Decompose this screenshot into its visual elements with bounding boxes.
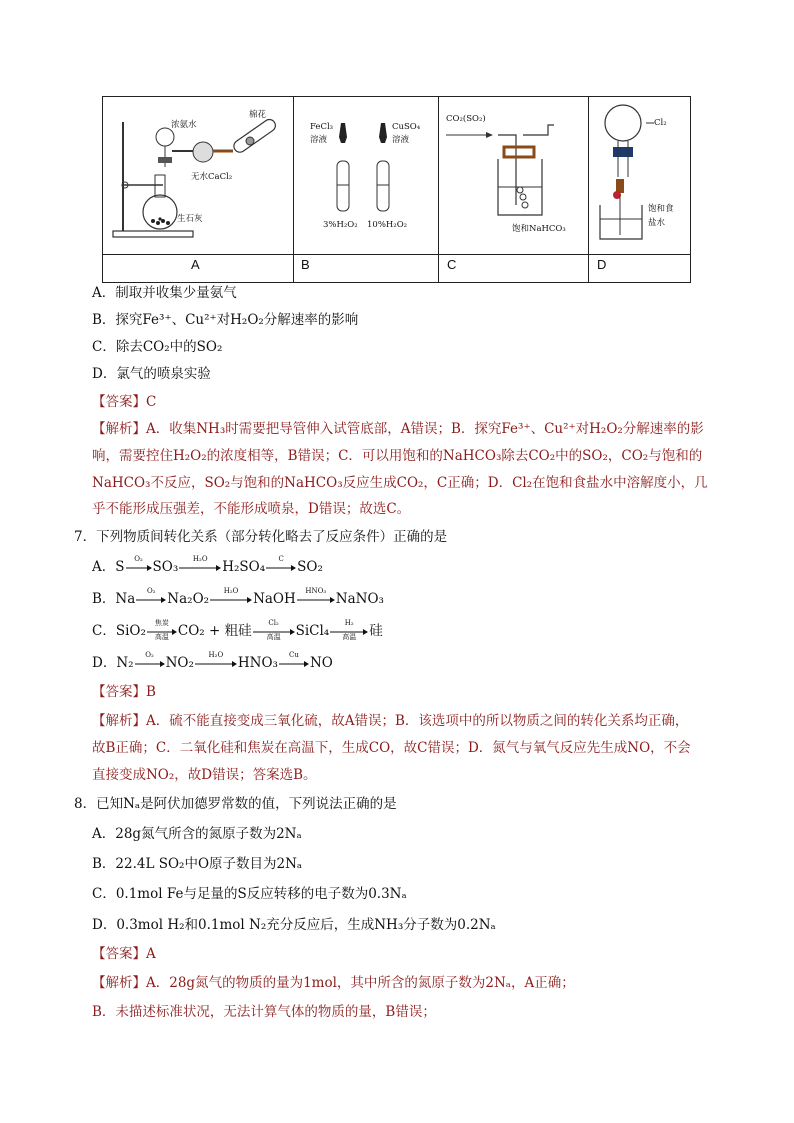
- svg-text:溶液: 溶液: [392, 135, 410, 145]
- svg-text:浓氨水: 浓氨水: [171, 120, 197, 130]
- reaction-arrow: [330, 618, 368, 641]
- reaction-arrow: [297, 586, 335, 604]
- species: NaNO₃: [335, 591, 384, 607]
- arrow-condition: C: [278, 554, 284, 563]
- species: SiO₂: [115, 623, 146, 639]
- arrow-condition: H₂O: [192, 554, 208, 563]
- species: NO: [309, 655, 333, 671]
- q8-option-b: B．22.4L SO₂中O原子数目为2Nₐ: [92, 856, 303, 872]
- species: S: [115, 559, 125, 575]
- q8-option-a: A．28g氮气所含的氮原子数为2Nₐ: [92, 826, 302, 842]
- arrow-condition: H₂: [344, 618, 354, 627]
- q7-option-a: [92, 554, 323, 576]
- species: CO₂ + 粗硅: [177, 623, 252, 639]
- arrow-condition: HNO₃: [305, 586, 327, 595]
- reaction-arrow: [253, 618, 295, 641]
- q6-option-c: C．除去CO₂中的SO₂: [92, 339, 223, 355]
- arrow-condition: Cu: [289, 650, 299, 659]
- svg-text:3%H₂O₂: 3%H₂O₂: [323, 220, 358, 230]
- q6-option-a: A．制取并收集少量氨气: [92, 285, 237, 301]
- q6-option-b: B．探究Fe³⁺、Cu²⁺对H₂O₂分解速率的影响: [92, 312, 359, 328]
- arrow-condition-bottom: 高温: [342, 632, 357, 641]
- figure-caption-c: C: [447, 257, 457, 272]
- species: Na₂O₂: [167, 591, 210, 607]
- q7-stem: 7．下列物质间转化关系（部分转化略去了反应条件）正确的是: [74, 529, 448, 545]
- q6-analysis-line-4: 乎不能形成压强差，不能形成喷泉，D错误；故选C。: [92, 501, 411, 517]
- apparatus-figure-table: [102, 96, 691, 283]
- svg-text:饱和食: 饱和食: [648, 204, 674, 214]
- reaction-arrow: [179, 554, 221, 572]
- species: H₂SO₄: [222, 559, 266, 575]
- q7-answer: 【答案】B: [92, 684, 156, 700]
- figure-caption-b: B: [301, 257, 310, 272]
- svg-text:棉花: 棉花: [249, 110, 267, 120]
- figure-caption-d: D: [597, 257, 607, 272]
- q7-analysis-line-2: 故B正确；C．二氧化硅和焦炭在高温下，生成CO，故C错误；D．氮气与氧气反应先生成NO，不会: [92, 740, 691, 756]
- q7-analysis-line-1: 【解析】A．硫不能直接变成三氧化硫，故A错误；B．该选项中的所以物质之间的转化关系均正确，: [92, 713, 689, 729]
- reaction-arrow: [147, 618, 177, 641]
- q6-option-d: D．氯气的喷泉实验: [92, 366, 211, 382]
- species: N₂: [116, 655, 134, 671]
- reaction-arrow: [210, 586, 252, 604]
- svg-text:无水CaCl₂: 无水CaCl₂: [191, 172, 233, 182]
- q8-stem: 8．已知Nₐ是阿伏加德罗常数的值，下列说法正确的是: [74, 796, 397, 812]
- svg-text:Cl₂: Cl₂: [654, 118, 667, 128]
- q7-option-c: [92, 618, 383, 641]
- svg-text:CO₂(SO₂): CO₂(SO₂): [446, 114, 486, 124]
- q8-analysis-line-2: B．未描述标准状况，无法计算气体的物质的量，B错误；: [92, 1004, 436, 1020]
- svg-text:饱和NaHCO₃: 饱和NaHCO₃: [512, 224, 566, 234]
- q8-answer: 【答案】A: [92, 946, 156, 962]
- reaction-arrow: [279, 650, 309, 668]
- q6-analysis-line-3: NaHCO₃不反应，SO₂与饱和的NaHCO₃反应生成CO₂，C正确；D．Cl₂在饱和食盐水中溶解度小，几: [92, 475, 708, 491]
- option-prefix: C．: [92, 623, 116, 639]
- apparatus-b-diagram: [293, 97, 438, 254]
- svg-text:生石灰: 生石灰: [177, 214, 203, 224]
- arrow-condition: 焦炭: [154, 618, 169, 627]
- arrow-condition-bottom: 高温: [266, 632, 281, 641]
- svg-text:溶液: 溶液: [310, 135, 328, 145]
- arrow-condition: O₂: [145, 650, 154, 659]
- species: SO₃: [152, 559, 179, 575]
- figure-caption-a: A: [191, 257, 200, 272]
- apparatus-d-diagram: [588, 97, 692, 254]
- q7-option-d: [92, 650, 333, 672]
- option-prefix: A．: [92, 559, 116, 575]
- species: NO₂: [165, 655, 194, 671]
- q7-option-b: [92, 586, 384, 608]
- q8-option-c: C．0.1mol Fe与足量的S反应转移的电子数为0.3Nₐ: [92, 886, 407, 902]
- species: SO₂: [297, 559, 323, 575]
- option-prefix: D．: [92, 655, 117, 671]
- q6-answer: 【答案】C: [92, 394, 157, 410]
- svg-text:FeCl₃: FeCl₃: [310, 122, 334, 132]
- svg-text:10%H₂O₂: 10%H₂O₂: [367, 220, 408, 230]
- species: Na: [115, 591, 136, 607]
- apparatus-c-diagram: [438, 97, 588, 254]
- svg-text:CuSO₄: CuSO₄: [392, 122, 421, 132]
- reaction-arrow: [266, 554, 296, 572]
- arrow-condition: Cl₂: [268, 618, 279, 627]
- species: NaOH: [253, 591, 296, 607]
- species: 硅: [369, 623, 383, 639]
- reaction-arrow: [136, 586, 166, 604]
- option-prefix: B．: [92, 591, 116, 607]
- reaction-arrow: [195, 650, 237, 668]
- arrow-condition: O₂: [134, 554, 143, 563]
- reaction-arrow: [126, 554, 152, 572]
- reaction-arrow: [135, 650, 165, 668]
- svg-text:盐水: 盐水: [648, 218, 666, 228]
- species: SiCl₄: [295, 623, 330, 639]
- arrow-condition: H₂O: [223, 586, 239, 595]
- arrow-condition-bottom: 高温: [154, 632, 169, 641]
- species: HNO₃: [237, 655, 278, 671]
- q8-option-d: D．0.3mol H₂和0.1mol N₂充分反应后，生成NH₃分子数为0.2Nₐ: [92, 917, 496, 933]
- q6-analysis-line-2: 响，需要控住H₂O₂的浓度相等，B错误；C．可以用饱和的NaHCO₃除去CO₂中的SO₂，CO₂与饱和的: [92, 448, 703, 464]
- arrow-condition: O₂: [147, 586, 156, 595]
- arrow-condition: H₂O: [208, 650, 224, 659]
- apparatus-a-diagram: [103, 97, 293, 254]
- table-divider: [103, 254, 690, 255]
- q7-analysis-line-3: 直接变成NO₂，故D错误；答案选B。: [92, 767, 317, 783]
- q8-analysis-line-1: 【解析】A．28g氮气的物质的量为1mol，其中所含的氮原子数为2Nₐ，A正确；: [92, 975, 575, 991]
- q6-analysis-line-1: 【解析】A．收集NH₃时需要把导管伸入试管底部，A错误；B．探究Fe³⁺、Cu²⁺对H₂O₂分解速率的影: [92, 421, 704, 437]
